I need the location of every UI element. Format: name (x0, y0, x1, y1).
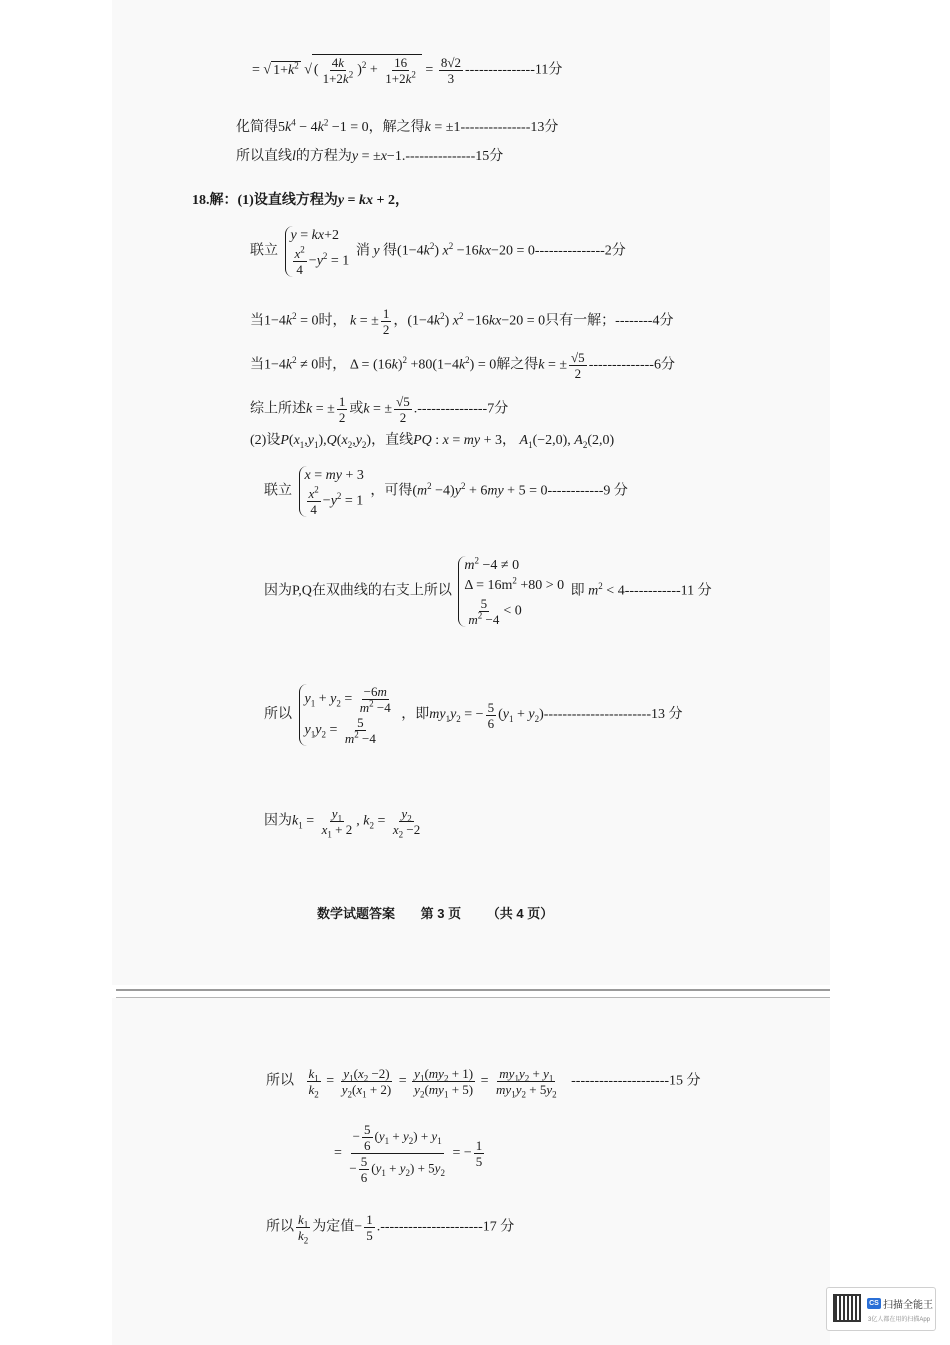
score-2: ---------------2分 (534, 243, 626, 259)
ratio-line-2: = − $\frac{5}{6}$ $(y_1 + y_2) + y_1$ − $\frac{5}{6}$ $(y_1 + y_2) + 5y_2$ = − $\frac{1}{5}$ (334, 1122, 483, 1185)
right-branch-conditions: 因为P,Q在双曲线的右支上所以 $m^2 -4 \ne 0$ $\Delta = 16m^2 +80 > 0$ $\frac{5}{m^2 -4}$ < 0 即 $m^2 < 4------------11$ 分 (264, 555, 712, 627)
case-2-line: 当$1-4k^2 \ne 0$时， $\Delta = (16k)^2 +80(1-4k^2) = 0$解之得k = ± $\frac{√5}{2}$ --------------6分 (250, 350, 675, 381)
score-13b: -----------------------13 分 (543, 707, 683, 723)
score-17: ----------------------17 分 (380, 1219, 515, 1235)
system-1-line: 联立 y = kx+2 $\frac{x^2}{4}$ $-y^2 = 1$ 消 y 得$(1-4k^2)$ $x^2 -16kx-20 = 0---------------2$分 (250, 228, 626, 277)
cs-logo-icon: CS (867, 1298, 881, 1309)
slopes-line: 因为$k_1$ = $\frac{y_1}{x_1 + 2}$ , $k_2$ = $\frac{y_2}{x_2 -2}$ (264, 806, 421, 840)
score-9: ------------9 分 (547, 483, 628, 499)
page-divider (116, 989, 830, 998)
footer-page: 第 3 页 (420, 906, 462, 921)
system-2-line: 联立 x = my + 3 $\frac{x^2}{4}$ $-y^2 = 1$ ，可得$(m^2 -4)y^2 + 6my + 5 = 0------------9$ 分 (264, 468, 628, 517)
vieta-line: 所以 $y_1 + y_2$ = $\frac{-6m}{m^2 -4}$ $y_1y_2$ = $\frac{5}{m^2 -4}$ ，即$my_1y_2$ = − $\frac{5}{6}$ $(y_1 + y_2)-----------------------13$ 分 (264, 684, 683, 746)
watermark-subtitle: 3亿人都在用的扫描App (868, 1317, 931, 1323)
score-11b: ------------11 分 (624, 583, 712, 599)
part-2-setup: (2)设$P(x_1,y_1),Q(x_2,y_2)$，直线PQ : x = my + 3， $A_1(-2,0)$, $A_2(2,0)$ (250, 433, 615, 450)
case-1-line: 当$1-4k^2 = 0$时， k = ± $\frac{1}{2}$ ，$(1-4k^2)$ $x^2 -16kx-20 = 0$只有一解；--------4分 (250, 306, 674, 337)
q18-heading: 18.解：(1)设直线方程为y = kx + 2， (192, 193, 410, 208)
simplify-line: 化简得$5k^4 - 4k^2 -1 = 0$，解之得k = ±1---------------13分 (236, 117, 559, 135)
qr-code-icon (833, 1294, 861, 1322)
watermark-title: 扫描全能王 (883, 1300, 933, 1311)
score-15: ---------------15分 (405, 149, 504, 164)
conclusion-line: 所以 $\frac{k_1}{k_2}$ 为定值− $\frac{1}{5}$ .----------------------17 分 (266, 1212, 515, 1246)
summary-line: 综上所述k = ± $\frac{1}{2}$ 或k = ± $\frac{√5}{2}$ .---------------7分 (250, 394, 509, 425)
footer-subject: 数学试题答案 (317, 906, 396, 921)
footer-total: （共 4 页） (486, 906, 554, 921)
score-15b: ---------------------15 分 (571, 1073, 701, 1089)
score-13: ---------------13分 (460, 120, 559, 135)
ratio-line-1: 所以 $\frac{k_1}{k_2}$ = $\frac{y_1(x_2 -2)}{y_2(x_1 + 2)}$ = $\frac{y_1(my_2 + 1)}{y_2(my_1 + 5)}$ = $\frac{my_1y_2 + y_1}{my_1y_2 + 5y_2}$ ---------------------15 分 (266, 1066, 701, 1100)
score-4: --------4分 (615, 313, 674, 329)
score-7: ---------------7分 (417, 401, 509, 417)
score-11: ---------------11分 (464, 62, 563, 78)
score-6: --------------6分 (588, 357, 675, 373)
scanner-watermark (826, 1287, 936, 1331)
distance-formula-line: = √ $1+k^2$ √ ( $\frac{4k}{1+2k^2}$ )$^2$ + $\frac{16}{1+2k^2}$ = $\frac{8√2}{3}$ ---------------11分 (252, 55, 563, 86)
line-equation-result: 所以直线l的方程为y = ±x−1.---------------15分 (236, 149, 504, 164)
page-footer (317, 903, 575, 922)
